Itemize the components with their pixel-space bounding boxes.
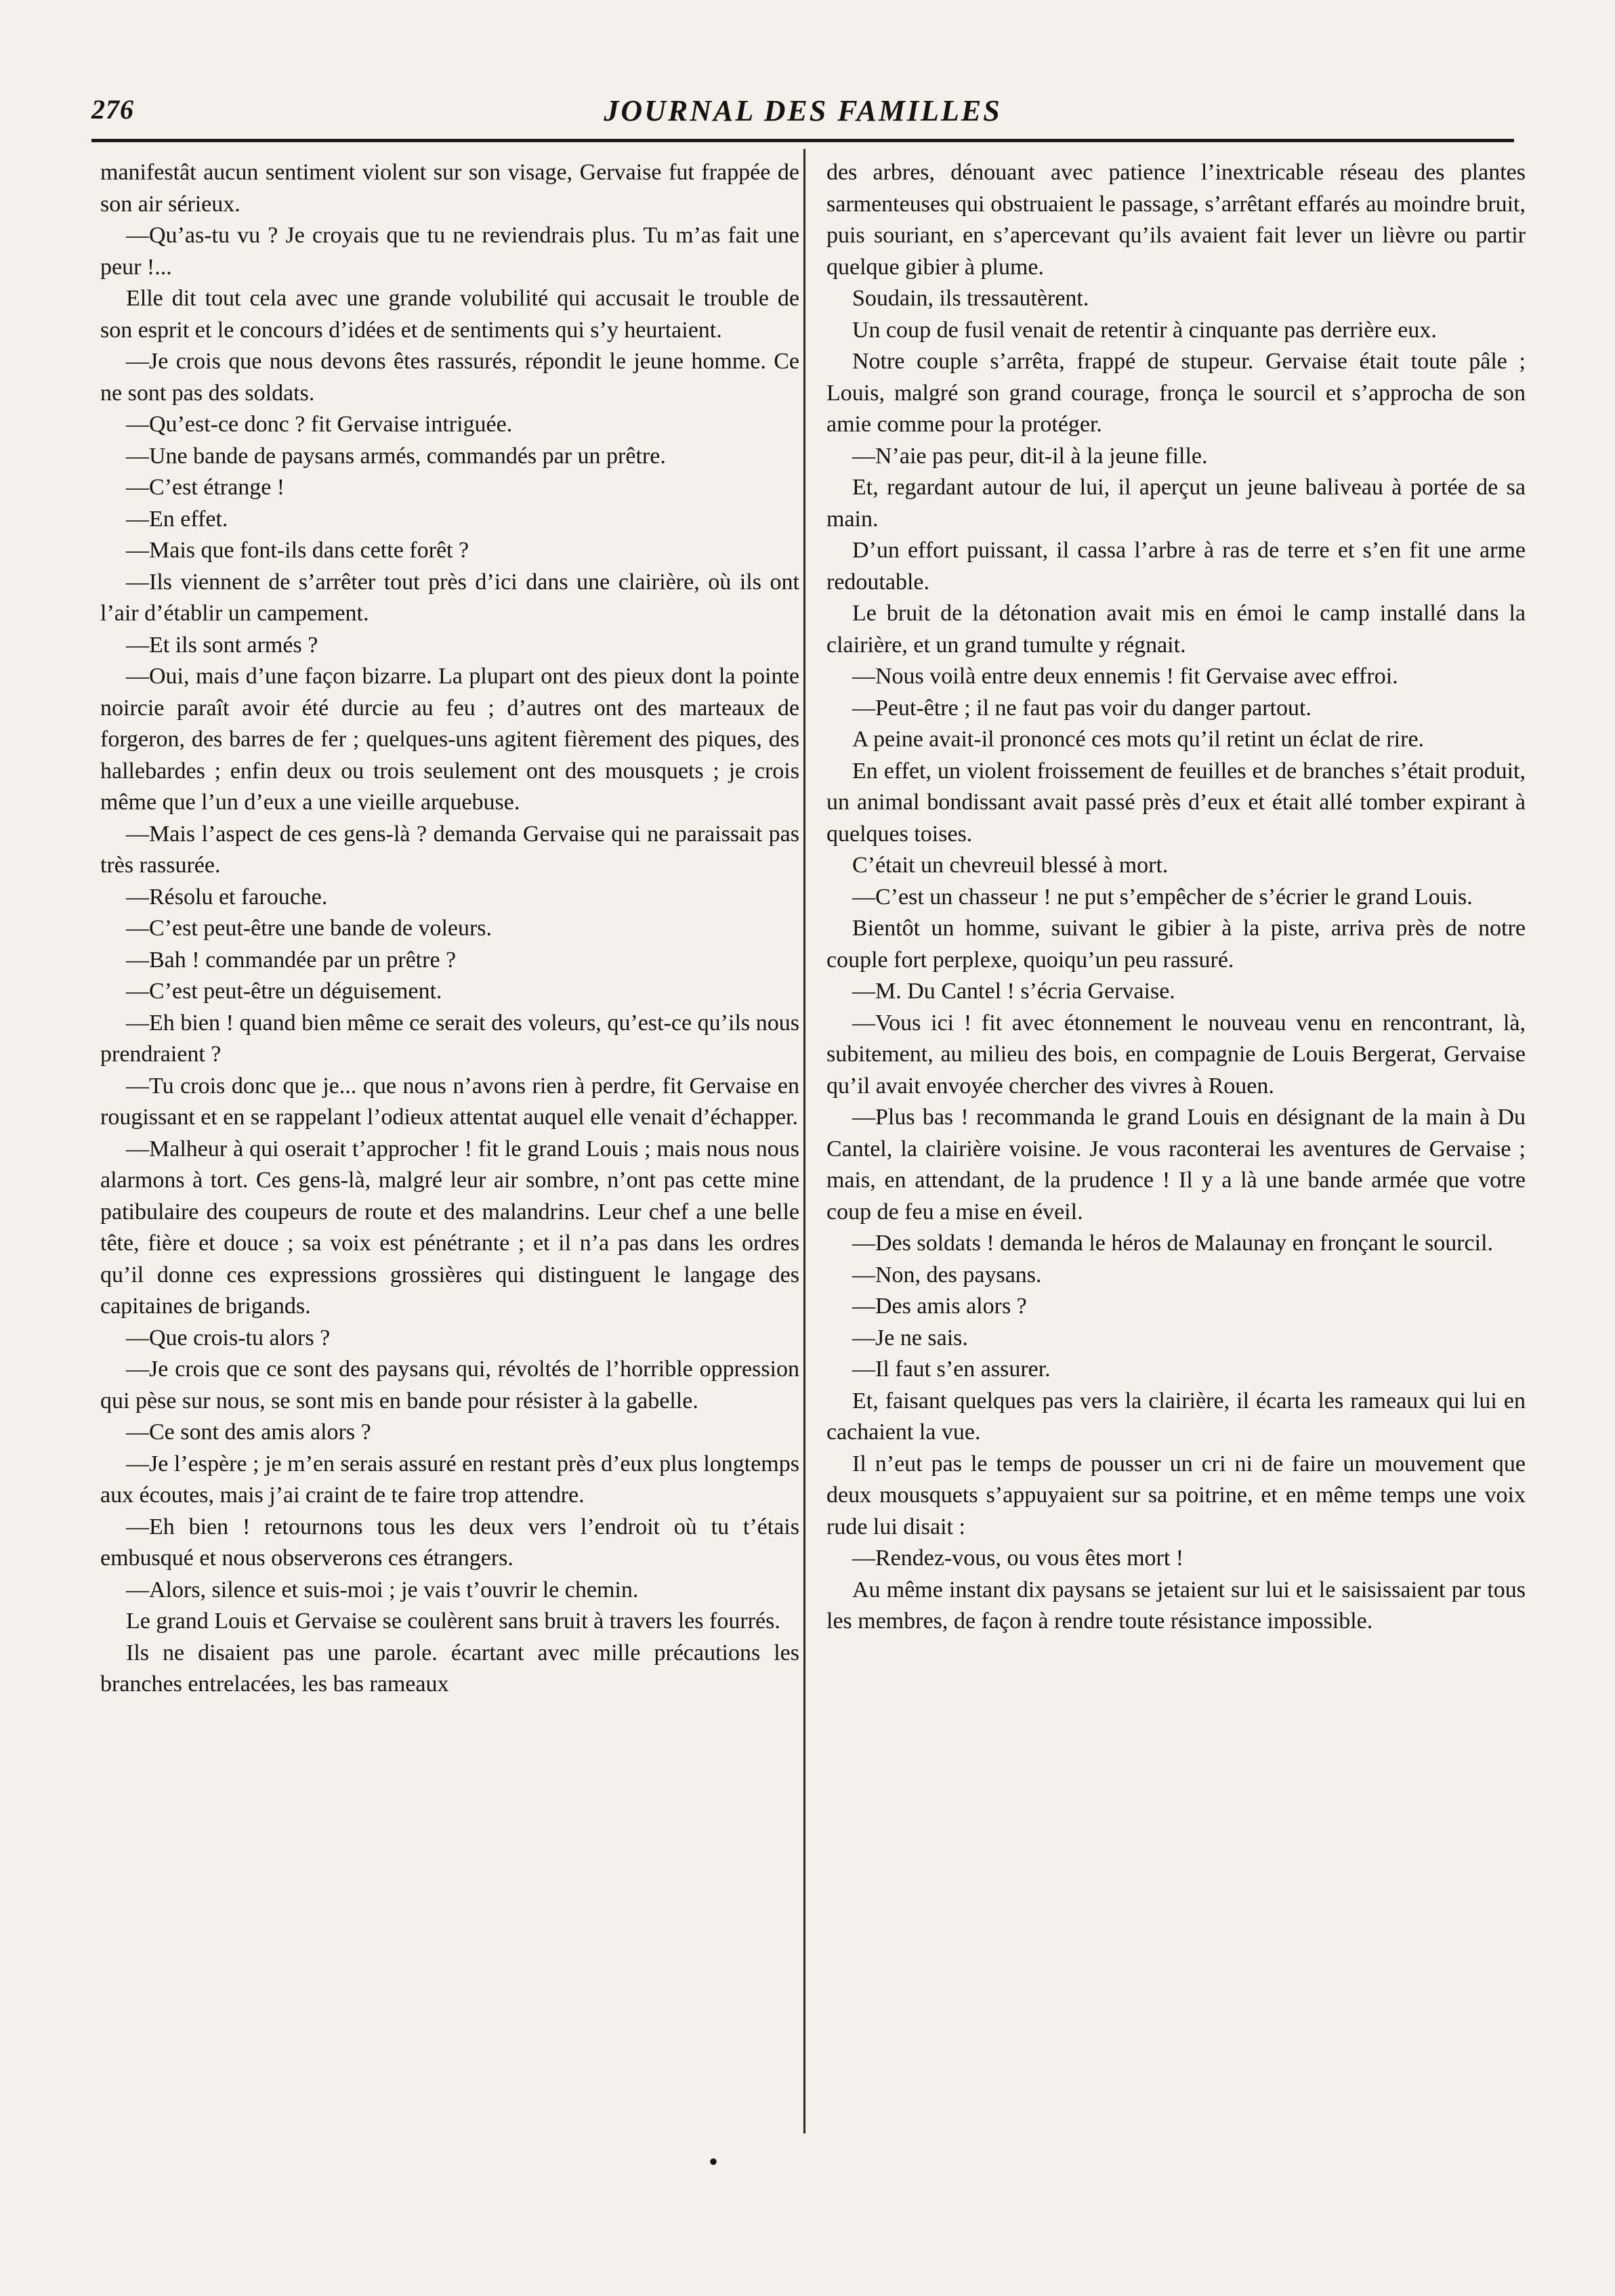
paragraph: —Plus bas ! recommanda le grand Louis en désignant de la main à Du Cantel, la clairière voisine. Je vous raconterai les aventures de Gervaise ; mais, en attendant, de la prudence ! Il y a là une bande armée que votre coup de feu a mise en éveil. (826, 1105, 1526, 1225)
paragraph: —Nous voilà entre deux ennemis ! fit Gervaise avec effroi. (852, 664, 1398, 689)
header-rule (91, 139, 1514, 142)
right-column (826, 157, 1526, 1638)
paragraph: —Des soldats ! demanda le héros de Malaunay en fronçant le sourcil. (852, 1231, 1494, 1256)
paragraph: —Rendez-vous, ou vous êtes mort ! (852, 1546, 1184, 1571)
paragraph: manifestât aucun sentiment violent sur son visage, Gervaise fut frappée de son air sérieux. (100, 160, 799, 217)
paragraph: —Je ne sais. (852, 1325, 968, 1351)
paragraph: En effet, un violent froissement de feuilles et de branches s’était produit, un animal bondissant avait passé près d’eux et était allé tomber expirant à quelques toises. (826, 758, 1526, 847)
paragraph: Et, faisant quelques pas vers la clairière, il écarta les rameaux qui lui en cachaient la vue. (826, 1388, 1526, 1445)
paragraph: —Ce sont des amis alors ? (126, 1420, 371, 1445)
footer-dot: • (709, 2146, 719, 2177)
paragraph: —Tu crois donc que je... que nous n’avons rien à perdre, fit Gervaise en rougissant et en se rappelant l’odieux attentat auquel elle venait d’échapper. (100, 1073, 799, 1130)
paragraph: —Que crois-tu alors ? (126, 1325, 331, 1351)
paragraph: —Non, des paysans. (852, 1262, 1042, 1288)
paragraph: —Qu’est-ce donc ? fit Gervaise intriguée. (126, 412, 513, 437)
paragraph: —Vous ici ! fit avec étonnement le nouveau venu en rencontrant, là, subitement, au milieu des bois, en compagnie de Louis Bergerat, Gervaise qu’il avait envoyée chercher des vivres à Rouen. (826, 1010, 1526, 1099)
paragraph: des arbres, dénouant avec patience l’inextricable réseau des plantes sarmenteuses qui obstruaient le passage, s’arrêtant effarés au moindre bruit, puis souriant, en s’apercevant qu’ils avaient fait lever un lièvre ou partir quelque gibier à plume. (826, 160, 1526, 280)
left-column (100, 157, 799, 1701)
paragraph: —Résolu et farouche. (126, 884, 328, 910)
paragraph: —Oui, mais d’une façon bizarre. La plupart ont des pieux dont la pointe noircie paraît avoir été durcie au feu ; d’autres ont des marteaux de forgeron, des barres de fer ; quelques-uns agitent fièrement des piques, des hallebardes ; enfin deux ou trois seulement ont des mousquets ; je crois même que l’un d’eux a une vieille arquebuse. (100, 664, 799, 815)
paragraph: —M. Du Cantel ! s’écria Gervaise. (852, 979, 1175, 1004)
paragraph: —Eh bien ! retournons tous les deux vers l’endroit où tu t’étais embusqué et nous observerons ces étrangers. (100, 1514, 799, 1571)
paragraph: —Des amis alors ? (852, 1294, 1027, 1319)
journal-title: JOURNAL DES FAMILLES (604, 94, 1002, 127)
paragraph: —Il faut s’en assurer. (852, 1357, 1051, 1382)
paragraph: —Je l’espère ; je m’en serais assuré en restant près d’eux plus longtemps aux écoutes, mais j’ai craint de te faire trop attendre. (100, 1451, 799, 1508)
paragraph: —Mais l’aspect de ces gens-là ? demanda Gervaise qui ne paraissait pas très rassurée. (100, 821, 799, 878)
paragraph: —Bah ! commandée par un prêtre ? (126, 947, 457, 973)
paragraph: Et, regardant autour de lui, il aperçut un jeune baliveau à portée de sa main. (826, 475, 1526, 532)
paragraph: —En effet. (126, 506, 228, 532)
paragraph: —Peut-être ; il ne faut pas voir du danger partout. (852, 695, 1312, 721)
paragraph: Ils ne disaient pas une parole. écartant avec mille précautions les branches entrelacées, les bas rameaux (100, 1640, 799, 1697)
column-divider (803, 149, 805, 2133)
page-number: 276 (91, 94, 134, 125)
paragraph: —Eh bien ! quand bien même ce serait des voleurs, qu’est-ce qu’ils nous prendraient ? (100, 1010, 799, 1067)
paragraph: Un coup de fusil venait de retentir à cinquante pas derrière eux. (852, 317, 1437, 343)
paragraph: Elle dit tout cela avec une grande volubilité qui accusait le trouble de son esprit et le concours d’idées et de sentiments qui s’y heurtaient. (100, 286, 799, 343)
paragraph: Au même instant dix paysans se jetaient sur lui et le saisissaient par tous les membres, de façon à rendre toute résistance impossible. (826, 1577, 1526, 1634)
paragraph: —C’est peut-être une bande de voleurs. (126, 916, 492, 941)
paragraph: Il n’eut pas le temps de pousser un cri ni de faire un mouvement que deux mousquets s’appuyaient sur sa poitrine, et en même temps une voix rude lui disait : (826, 1451, 1526, 1539)
paragraph: Le grand Louis et Gervaise se coulèrent sans bruit à travers les fourrés. (126, 1609, 780, 1634)
paragraph: —Alors, silence et suis-moi ; je vais t’ouvrir le chemin. (126, 1577, 639, 1602)
paragraph: —C’est étrange ! (126, 475, 285, 500)
paragraph: —Une bande de paysans armés, commandés par un prêtre. (126, 443, 666, 469)
paragraph: —N’aie pas peur, dit-il à la jeune fille. (852, 443, 1208, 469)
paragraph: —Qu’as-tu vu ? Je croyais que tu ne reviendrais plus. Tu m’as fait une peur !... (100, 223, 799, 280)
paragraph: Le bruit de la détonation avait mis en émoi le camp installé dans la clairière, et un grand tumulte y régnait. (826, 601, 1526, 658)
paragraph: A peine avait-il prononcé ces mots qu’il retint un éclat de rire. (852, 727, 1425, 752)
paragraph: D’un effort puissant, il cassa l’arbre à ras de terre et s’en fit une arme redoutable. (826, 538, 1526, 595)
paragraph: —C’est peut-être un déguisement. (126, 979, 442, 1004)
paragraph: —Je crois que nous devons êtes rassurés, répondit le jeune homme. Ce ne sont pas des soldats. (100, 349, 799, 406)
paragraph: Bientôt un homme, suivant le gibier à la piste, arriva près de notre couple fort perplexe, quoiqu’un peu rassuré. (826, 916, 1526, 973)
paragraph: —Malheur à qui oserait t’approcher ! fit le grand Louis ; mais nous nous alarmons à tort. Ces gens-là, malgré leur air sombre, n’ont pas cette mine patibulaire des coupeurs de route et des malandrins. Leur chef a une belle tête, fière et douce ; sa voix est pénétrante ; et il n’a pas dans les ordres qu’il donne ces expressions grossières qui distinguent le langage des capitaines de brigands. (100, 1136, 799, 1319)
paragraph: Notre couple s’arrêta, frappé de stupeur. Gervaise était toute pâle ; Louis, malgré son grand courage, fronça le sourcil et s’approcha de son amie comme pour la protéger. (826, 349, 1526, 437)
paragraph: —Je crois que ce sont des paysans qui, révoltés de l’horrible oppression qui pèse sur nous, se sont mis en bande pour résister à la gabelle. (100, 1357, 799, 1413)
page-header (91, 87, 1514, 141)
paragraph: —Ils viennent de s’arrêter tout près d’ici dans une clairière, où ils ont l’air d’établir un campement. (100, 569, 799, 626)
paragraph: —Mais que font-ils dans cette forêt ? (126, 538, 469, 563)
paragraph: —Et ils sont armés ? (126, 632, 318, 658)
paragraph: Soudain, ils tressautèrent. (852, 286, 1089, 311)
paragraph: —C’est un chasseur ! ne put s’empêcher de s’écrier le grand Louis. (852, 884, 1473, 910)
paragraph: C’était un chevreuil blessé à mort. (852, 853, 1169, 878)
